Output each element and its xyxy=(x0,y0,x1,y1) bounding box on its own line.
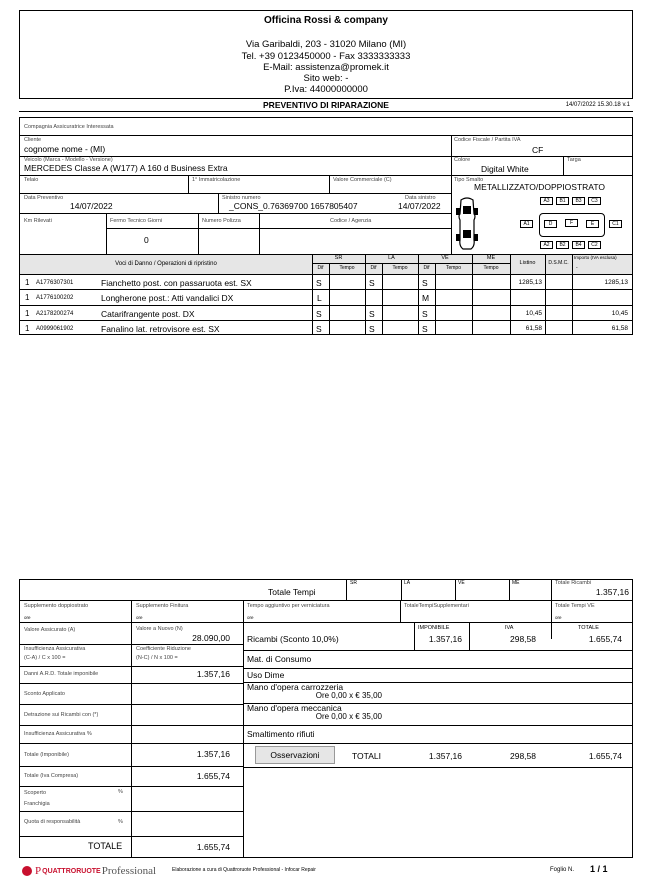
sub-diff-ve: Dif xyxy=(423,265,430,271)
ricambi-iva: 298,58 xyxy=(510,634,536,644)
footer-logo xyxy=(22,864,156,878)
group-sr: SR xyxy=(334,255,343,261)
document-date-version: 14/07/2022 15.30.18 v.1 xyxy=(565,102,630,108)
footer-credit: Elaborazione a cura di Quattroruote Professional - Infocar Repair xyxy=(172,867,316,873)
zone-a3: A3 xyxy=(540,197,553,205)
franchigia-label: Franchigia xyxy=(24,801,50,807)
coefficiente-label: Coefficiente Riduzione xyxy=(136,646,191,652)
company-email: E-Mail: assistenza@promek.it xyxy=(263,62,389,73)
valore-nuovo-label: Valore a Nuovo (N) xyxy=(136,626,183,632)
sub-time-sr: Tempo xyxy=(339,265,355,271)
paint-type-value: METALLIZZATO/DOPPIOSTRATO xyxy=(474,182,605,192)
ricambi-imponibile: 1.357,16 xyxy=(428,634,462,644)
totale-label: TOTALE xyxy=(88,841,123,851)
iva-header: IVA xyxy=(505,625,514,631)
totale-tempi-la: LA xyxy=(404,580,411,586)
mo-meccanica-label: Mano d'opera meccanica xyxy=(247,703,342,713)
color-label: Colore xyxy=(454,157,471,163)
tot-tempi-ve-label: Totale Tempi VE xyxy=(555,603,595,609)
downtime-value: 0 xyxy=(144,235,149,245)
sub-diff-la: Dif xyxy=(370,265,377,271)
tot-tempi-supp-label: TotaleTempiSupplementari xyxy=(404,603,469,609)
zone-b4: B4 xyxy=(572,241,585,249)
company-piva: P.Iva: 44000000000 xyxy=(284,84,368,95)
agency-label: Codice / Agenzia xyxy=(330,218,372,224)
supp-finitura-ore: ore xyxy=(136,615,143,620)
zone-d: D xyxy=(544,220,557,228)
quattroruote-logo-icon xyxy=(22,866,32,876)
paint-type-label: Tipo Smalto xyxy=(454,177,484,183)
insuff-pct-label: Insufficienza Assicurativa % xyxy=(24,731,92,737)
danni-value: 1.357,16 xyxy=(196,669,230,679)
imponibile-header: IMPONIBILE xyxy=(418,625,450,631)
group-ve: VE xyxy=(441,255,449,261)
title-underline xyxy=(19,111,633,112)
mo-carrozzeria-value: Ore 0,00 x € 35,00 xyxy=(315,691,382,700)
tempo-aggiuntivo-ore: ore xyxy=(247,615,254,620)
tot-tempi-ve-ore: ore xyxy=(555,615,562,620)
client-value: cognome nome - (MI) xyxy=(24,144,106,154)
totali-imponibile: 1.357,16 xyxy=(428,751,462,761)
zone-b1: B1 xyxy=(556,197,569,205)
company-name: Officina Rossi & company xyxy=(264,15,388,26)
ricambi-label: Ricambi (Sconto 10,0%) xyxy=(247,634,339,644)
supp-doppiostrato-label: Supplemento doppiostrato xyxy=(24,603,89,609)
plate-label: Targa xyxy=(567,157,581,163)
client-label: Cliente xyxy=(24,137,42,143)
totale-iva-label: Totale (Iva Compresa) xyxy=(24,773,79,779)
company-address: Via Garibaldi, 203 - 31020 Milano (MI) xyxy=(245,39,407,50)
mat-consumo-label: Mat. di Consumo xyxy=(247,654,312,664)
color-value: Digital White xyxy=(481,164,529,174)
claim-date-value: 14/07/2022 xyxy=(398,201,441,211)
km-label: Km Rilevati xyxy=(24,218,52,224)
sconto-label: Sconto Applicato xyxy=(24,691,65,697)
desc-header: Voci di Danno / Operazioni di ripristino xyxy=(115,261,217,267)
chassis-label: Telaio xyxy=(24,177,39,183)
totale-imponibile-label: Totale (Imponibile) xyxy=(24,752,69,758)
totale-ricambi-value: 1.357,16 xyxy=(595,587,629,597)
sub-time-ve: Tempo xyxy=(445,265,461,271)
ricambi-totale: 1.655,74 xyxy=(588,634,622,644)
importo-sub: - xyxy=(576,265,578,271)
zone-f: F xyxy=(565,219,578,227)
zone-c1: C1 xyxy=(609,220,622,228)
listino-header: Listino xyxy=(519,260,536,266)
company-web: Sito web: - xyxy=(303,73,349,84)
vehicle-value: MERCEDES Classe A (W177) A 160 d Business Extra xyxy=(24,163,228,173)
totale-imponibile-value: 1.357,16 xyxy=(196,749,230,759)
totale-tempi-label: Totale Tempi xyxy=(268,587,316,597)
totale-tempi-ve: VE xyxy=(458,580,465,586)
group-me: ME xyxy=(486,255,496,261)
osservazioni-label: Osservazioni xyxy=(270,750,320,760)
zone-c2: C2 xyxy=(588,241,601,249)
document-title: PREVENTIVO DI RIPARAZIONE xyxy=(263,100,389,110)
quote-date-value: 14/07/2022 xyxy=(70,201,113,211)
downtime-label: Fermo Tecnico Giorni xyxy=(110,218,163,224)
supp-doppiostrato-ore: ore xyxy=(24,615,31,620)
logo-professional: Professional xyxy=(101,865,157,877)
totale-tempi-sr: SR xyxy=(350,580,357,586)
supp-finitura-label: Supplemento Finitura xyxy=(136,603,189,609)
sub-time-me: Tempo xyxy=(483,265,499,271)
zone-b2: B2 xyxy=(556,241,569,249)
zone-b3: B3 xyxy=(572,197,585,205)
insufficienza-formula: (C-A) / C x 100 = xyxy=(24,655,66,661)
coefficiente-formula: (N-C) / N x 100 = xyxy=(136,655,178,661)
totale-header: TOTALE xyxy=(578,625,599,631)
totale-iva-value: 1.655,74 xyxy=(196,771,230,781)
detrazione-label: Detrazione sui Ricambi con (*) xyxy=(24,712,99,718)
logo-brand: QUATTRORUOTE xyxy=(42,867,101,875)
mo-meccanica-value: Ore 0,00 x € 35,00 xyxy=(315,712,382,721)
dsmc-header: D.S.M.C. xyxy=(548,260,569,266)
company-phone: Tel. +39 0123450000 - Fax 3333333333 xyxy=(241,51,411,62)
uso-dime-label: Uso Dime xyxy=(247,670,285,680)
valore-assicurato-label: Valore Assicurato (A) xyxy=(24,627,76,633)
claim-date-label: Data sinistro xyxy=(405,195,436,201)
insufficienza-label: Insufficienza Assicurativa xyxy=(24,646,86,652)
sub-diff-sr: Dif xyxy=(317,265,324,271)
first-reg-label: 1° Immatricolazione xyxy=(192,177,241,183)
insurer-label: Compagnia Assicuratrice Interessata xyxy=(24,124,114,130)
vehicle-label: Veicolo (Marca - Modello - Versione) xyxy=(24,157,113,163)
cf-value: CF xyxy=(532,145,544,155)
sub-time-la: Tempo xyxy=(392,265,408,271)
totali-totale: 1.655,74 xyxy=(588,751,622,761)
page-value: 1 / 1 xyxy=(590,864,608,874)
claim-label: Sinistro numero xyxy=(222,195,261,201)
zone-e: E xyxy=(586,220,599,228)
valore-nuovo-value: 28.090,00 xyxy=(192,633,230,643)
danni-label: Danni A.R.D. Totale imponibile xyxy=(24,671,99,677)
totali-iva: 298,58 xyxy=(510,751,536,761)
claim-value: _CONS_0.76369700 1657805407 xyxy=(229,201,358,211)
smaltimento-label: Smaltimento rifiuti xyxy=(247,729,315,739)
totale-tempi-me: ME xyxy=(512,580,520,586)
totali-label: TOTALI xyxy=(352,751,381,761)
scoperto-label: Scoperto xyxy=(24,790,47,796)
importo-header: Importo (IVA esclusa) xyxy=(574,255,617,260)
zone-a1: A1 xyxy=(520,220,533,228)
totale-ricambi-label: Totale Ricambi xyxy=(555,580,592,586)
tempo-aggiuntivo-label: Tempo aggiuntivo per verniciatura xyxy=(247,603,330,609)
zone-a2: A2 xyxy=(540,241,553,249)
scoperto-pct: % xyxy=(118,789,123,795)
page-label: Foglio N. xyxy=(550,867,575,873)
logo-letter: P xyxy=(35,865,42,877)
car-silhouette-icon xyxy=(455,196,479,252)
policy-label: Numero Polizza xyxy=(202,218,241,224)
group-la: LA xyxy=(388,255,395,261)
totale-value: 1.655,74 xyxy=(196,842,230,852)
zone-c3: C3 xyxy=(588,197,601,205)
quote-date-label: Data Preventivo xyxy=(24,195,64,201)
vehicle-damage-diagram xyxy=(452,194,633,254)
commercial-value-label: Valore Commerciale (C) xyxy=(333,177,392,183)
quota-label: Quota di responsabilità xyxy=(24,819,81,825)
mo-carrozzeria-label: Mano d'opera carrozzeria xyxy=(247,682,344,692)
quota-pct: % xyxy=(118,819,123,825)
cf-label: Codice Fiscale / Partita IVA xyxy=(454,137,521,143)
